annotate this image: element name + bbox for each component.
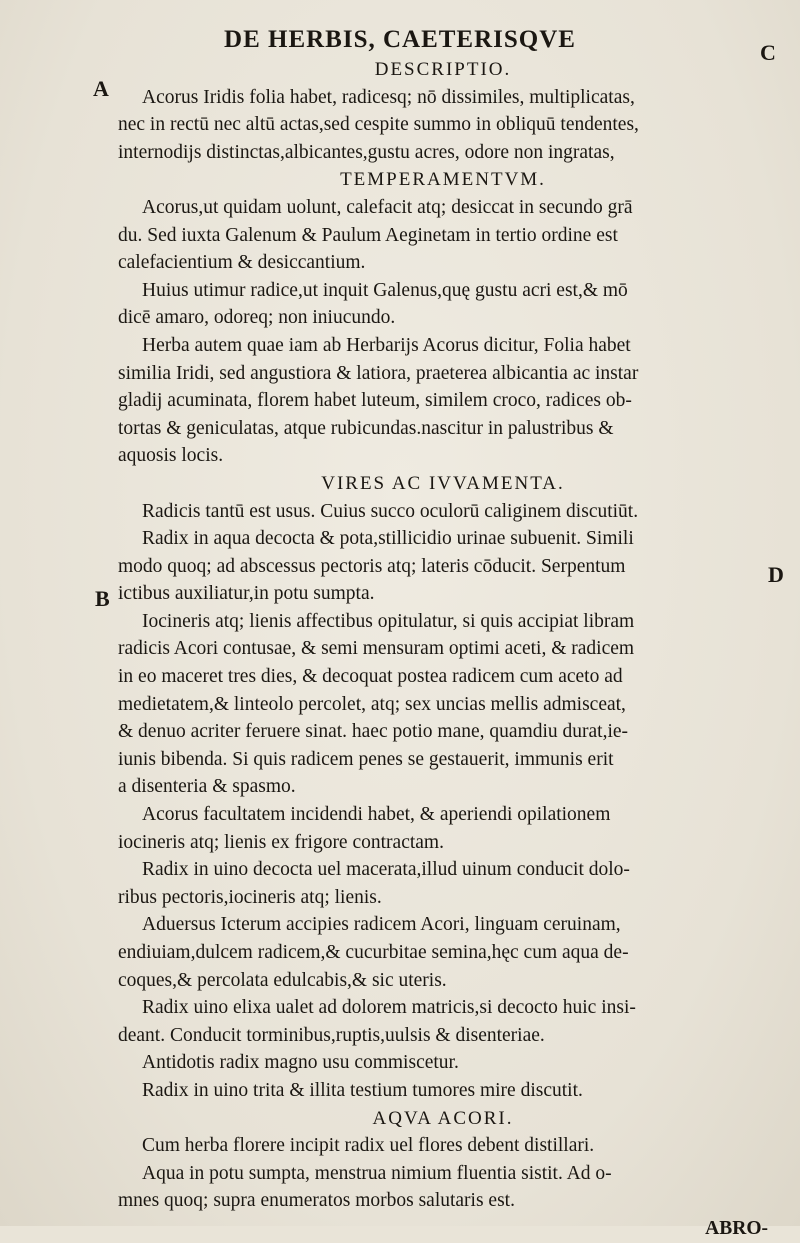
- text-line: Iocineris atq; lienis affectibus opitulatur, si quis accipiat libram: [142, 610, 635, 632]
- text-line: tortas & geniculatas, atque rubicundas.nascitur in palustribus &: [118, 417, 614, 439]
- text-line: internodijs distinctas,albicantes,gustu acres, odore non ingratas,: [118, 141, 615, 163]
- text-line: Radix in uino decocta uel macerata,illud uinum conducit dolo-: [142, 859, 630, 881]
- text-line: Radix uino elixa ualet ad dolorem matricis,si decocto huic insi-: [142, 997, 636, 1019]
- text-line: aquosis locis.: [118, 445, 224, 467]
- text-line: nec in rectū nec altū actas,sed cespite summo in obliquū tendentes,: [118, 114, 639, 136]
- text-line: Huius utimur radice,ut inquit Galenus,quę gustu acri est,& mō: [142, 279, 628, 301]
- section-heading: TEMPERAMENTVM.: [340, 169, 546, 191]
- text-body: [118, 56, 768, 1243]
- text-line: & denuo acriter feruere sinat. haec potio mane, quamdiu durat,ie-: [118, 721, 629, 743]
- text-line: Cum herba florere incipit radix uel flores debent distillari.: [142, 1135, 595, 1157]
- text-line: mnes quoq; supra enumeratos morbos salutaris est.: [118, 1190, 515, 1212]
- text-line: Antidotis radix magno usu commiscetur.: [142, 1052, 459, 1074]
- text-line: Radicis tantū est usus. Cuius succo oculorū caliginem discutiūt.: [142, 500, 639, 522]
- text-line: radicis Acori contusae, & semi mensuram optimi aceti, & radicem: [118, 638, 635, 660]
- section-heading: DESCRIPTIO.: [374, 59, 512, 80]
- text-line: du. Sed iuxta Galenum & Paulum Aeginetam in tertio ordine est: [118, 224, 618, 246]
- text-line: Acorus,ut quidam uolunt, calefacit atq; desiccat in secundo grā: [142, 196, 633, 218]
- catchword: ABRO-: [705, 1217, 768, 1239]
- text-line: similia Iridi, sed angustiora & latiora, praeterea albicantia ac instar: [118, 362, 639, 384]
- text-line: iunis bibenda. Si quis radicem penes se gestauerit, immunis erit: [118, 748, 614, 770]
- section-heading: AQVA ACORI.: [372, 1107, 514, 1129]
- text-line: iocineris atq; lienis ex frigore contractam.: [118, 831, 444, 853]
- text-line: a disenteria & spasmo.: [118, 776, 296, 798]
- text-line: calefacientium & desiccantium.: [118, 252, 366, 274]
- text-line: gladij acuminata, florem habet luteum, similem croco, radices ob-: [118, 390, 632, 412]
- margin-letter-c: C: [760, 40, 776, 65]
- text-line: endiuiam,dulcem radicem,& cucurbitae semina,hęc cum aqua de-: [118, 942, 629, 963]
- text-line: modo quoq; ad abscessus pectoris atq; lateris cōducit. Serpentum: [118, 555, 626, 577]
- text-line: deant. Conducit torminibus,ruptis,uulsis & disenteriae.: [118, 1024, 545, 1046]
- text-line: Radix in uino trita & illita testium tumores mire discutit.: [142, 1079, 583, 1101]
- text-line: medietatem,& linteolo percolet, atq; sex uncias mellis admisceat,: [118, 693, 626, 715]
- text-line: in eo maceret tres dies, & decoquat postea radicem cum aceto ad: [118, 666, 623, 688]
- running-head: DE HERBIS, CAETERISQVE: [224, 26, 576, 53]
- text-line: Herba autem quae iam ab Herbarijs Acorus dicitur, Folia habet: [142, 334, 631, 356]
- text-line: Acorus facultatem incidendi habet, & aperiendi opilationem: [142, 804, 611, 826]
- text-line: ribus pectoris,iocineris atq; lienis.: [118, 886, 382, 908]
- text-line: Acorus Iridis folia habet, radicesq; nō dissimiles, multiplicatas,: [142, 86, 635, 108]
- margin-letter-b: B: [95, 586, 110, 611]
- margin-letter-d: D: [768, 562, 784, 587]
- text-line: Aduersus Icterum accipies radicem Acori, linguam ceruinam,: [142, 914, 621, 936]
- section-heading: VIRES AC IVVAMENTA.: [321, 472, 565, 494]
- text-line: dicē amaro, odoreq; non iniucundo.: [118, 307, 396, 329]
- text-line: Aqua in potu sumpta, menstrua nimium fluentia sistit. Ad o-: [142, 1162, 612, 1184]
- margin-letter-a: A: [93, 76, 109, 101]
- text-line: Radix in aqua decocta & pota,stillicidio urinae subuenit. Simili: [142, 528, 634, 550]
- text-line: ictibus auxiliatur,in potu sumpta.: [118, 583, 375, 605]
- text-line: coques,& percolata edulcabis,& sic uteris.: [118, 969, 447, 991]
